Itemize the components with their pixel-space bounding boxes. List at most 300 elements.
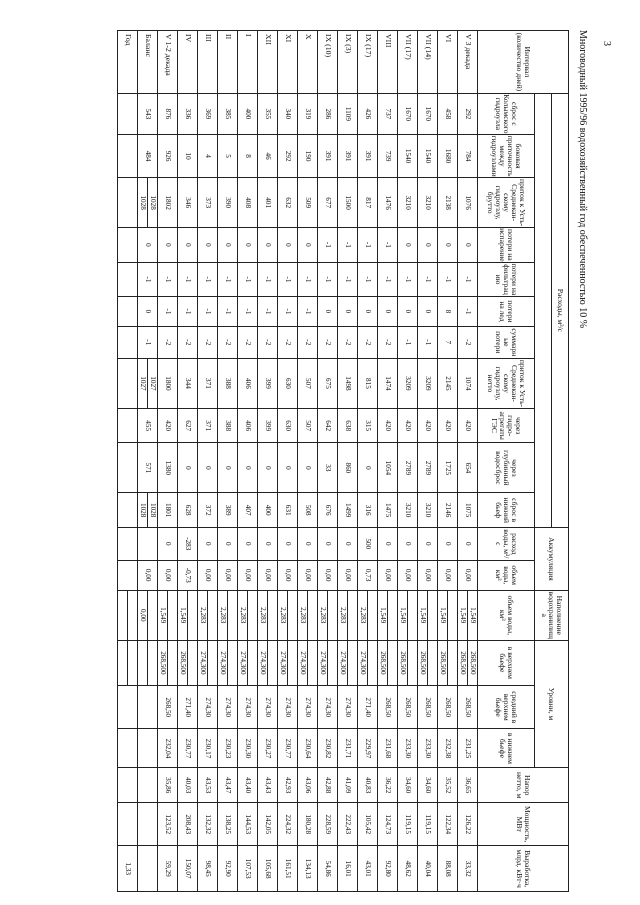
col-upstream-level: в верхнем бьефе xyxy=(478,640,535,685)
cell-acc-rate xyxy=(118,528,138,560)
cell-fill-volume xyxy=(148,590,158,640)
cell-evaporation-loss: 0 xyxy=(278,228,298,263)
cell-upstream-level xyxy=(208,640,218,685)
cell-inflow-gross: 509 xyxy=(298,178,318,228)
cell-head: 34,60 xyxy=(418,768,438,803)
cell-head: 36,22 xyxy=(378,768,398,803)
cell-upstream-level xyxy=(308,640,318,685)
cell-upstream-level-end: 274,300 xyxy=(358,640,368,685)
cell-fill-volume xyxy=(128,590,138,640)
cell-head: 42,88 xyxy=(318,768,338,803)
cell-fill-volume-end: 1,549 xyxy=(378,590,388,640)
cell-acc-rate: 0 xyxy=(438,528,458,560)
row-period: Год xyxy=(118,31,138,94)
cell-upstream-level-end: 268,500 xyxy=(458,640,468,685)
cell-output: 48,62 xyxy=(398,846,418,892)
cell-fill-volume xyxy=(308,590,318,640)
cell-fill-volume-end: 2,283 xyxy=(338,590,348,640)
cell-downstream-level: 230,17 xyxy=(198,729,218,768)
cell-power: 208,43 xyxy=(178,803,198,846)
cell-filtration-loss: -1 xyxy=(458,262,478,297)
cell-acc-volume: 0,00 xyxy=(238,560,258,590)
cell-upstream-level-end: 268,500 xyxy=(378,640,388,685)
cell-evaporation-loss: 0 xyxy=(418,228,438,263)
cell-through-spillway: 1380 xyxy=(158,443,178,493)
cell-head: 41,09 xyxy=(338,768,358,803)
cell-power xyxy=(138,803,158,846)
col-period: Интервал (количество дней) xyxy=(478,31,569,94)
cell-head xyxy=(118,768,138,803)
cell-inflow-net: 3209 xyxy=(418,359,438,409)
cell-lateral-inflow: 1680 xyxy=(438,134,458,177)
cell-lateral-inflow: 8 xyxy=(238,134,258,177)
cell-through-hpp xyxy=(118,408,138,443)
cell-acc-volume: 0,00 xyxy=(458,560,478,590)
cell-output: 1,33 xyxy=(118,846,138,892)
cell-output: 107,53 xyxy=(238,846,258,892)
cell-mean-upstream-level: 274,30 xyxy=(338,686,358,729)
cell-upstream-level-end: 274,300 xyxy=(318,640,328,685)
row-period: VII (14) xyxy=(418,31,438,94)
cell-tailwater-discharge: 1075 xyxy=(458,493,478,528)
cell-tailwater-discharge: 1801 xyxy=(158,493,178,528)
cell-inflow-net: 406 xyxy=(238,359,258,409)
cell-ice-loss: -1 xyxy=(278,297,298,326)
col-evaporation-loss: потери на испарение xyxy=(478,228,535,263)
row-period: XII xyxy=(258,31,278,94)
cell-lateral-inflow: 46 xyxy=(258,134,278,177)
cell-tailwater-discharge: 1499 xyxy=(338,493,358,528)
cell-evaporation-loss: 0 xyxy=(438,228,458,263)
cell-inflow-net: 675 xyxy=(318,359,338,409)
cell-fill-volume-end: 2,283 xyxy=(298,590,308,640)
cell-head: 34,60 xyxy=(398,768,418,803)
row-period: XI xyxy=(278,31,298,94)
cell-acc-volume: 0,73 xyxy=(358,560,378,590)
cell-head: 35,52 xyxy=(438,768,458,803)
col-through-hpp: через гидро-агрегаты ГЭС xyxy=(478,408,535,443)
row-period: IV xyxy=(178,31,198,94)
cell-inflow-gross: 817 xyxy=(358,178,378,228)
cell-through-hpp: 455 xyxy=(138,408,158,443)
cell-downstream-level xyxy=(118,729,138,768)
cell-power: 228,59 xyxy=(318,803,338,846)
cell-through-spillway: 1054 xyxy=(378,443,398,493)
cell-output: 92,90 xyxy=(218,846,238,892)
cell-downstream-level: 230,23 xyxy=(218,729,238,768)
cell-evaporation-loss: -1 xyxy=(358,228,378,263)
cell-upstream-level-end: 274,300 xyxy=(258,640,268,685)
cell-fill-volume-end: 2,283 xyxy=(238,590,248,640)
cell-upstream-level-end: 268,500 xyxy=(178,640,188,685)
cell-output xyxy=(138,846,158,892)
cell-inflow-net: 630 xyxy=(278,359,298,409)
cell-tailwater-discharge: 676 xyxy=(318,493,338,528)
cell-inflow-net: 1027 xyxy=(148,359,158,409)
cell-outflow-kolyma: 458 xyxy=(438,93,458,134)
cell-ice-loss: 0 xyxy=(138,297,158,326)
cell-fill-volume xyxy=(328,590,338,640)
cell-lateral-inflow: 5 xyxy=(218,134,238,177)
cell-mean-upstream-level: 268,50 xyxy=(378,686,398,729)
cell-fill-volume xyxy=(208,590,218,640)
cell-through-hpp: 420 xyxy=(458,408,478,443)
cell-through-hpp: 388 xyxy=(218,408,238,443)
cell-acc-rate: 0 xyxy=(218,528,238,560)
cell-downstream-level: 229,97 xyxy=(358,729,378,768)
cell-inflow-gross: 2138 xyxy=(438,178,458,228)
cell-through-hpp: 420 xyxy=(418,408,438,443)
cell-ice-loss: -1 xyxy=(218,297,238,326)
cell-acc-rate xyxy=(138,528,158,560)
cell-filtration-loss: -1 xyxy=(338,262,358,297)
cell-filtration-loss: -1 xyxy=(298,262,318,297)
cell-upstream-level xyxy=(388,640,398,685)
cell-filtration-loss: -1 xyxy=(178,262,198,297)
cell-acc-volume: 0,00 xyxy=(338,560,358,590)
cell-acc-volume: 0,00 xyxy=(318,560,338,590)
cell-outflow-kolyma: 319 xyxy=(298,93,318,134)
cell-acc-volume: 0,00 xyxy=(438,560,458,590)
cell-inflow-gross: 3210 xyxy=(398,178,418,228)
cell-acc-volume: 0,00 xyxy=(278,560,298,590)
cell-evaporation-loss: 0 xyxy=(398,228,418,263)
cell-head xyxy=(138,768,158,803)
cell-acc-rate: 500 xyxy=(358,528,378,560)
cell-filtration-loss: -1 xyxy=(258,262,278,297)
table-row xyxy=(128,31,138,892)
cell-evaporation-loss: -1 xyxy=(338,228,358,263)
cell-inflow-net: 1498 xyxy=(338,359,358,409)
table-row xyxy=(468,31,478,892)
cell-acc-rate: 0 xyxy=(198,528,218,560)
cell-through-hpp: 315 xyxy=(358,408,378,443)
cell-through-spillway: 0 xyxy=(238,443,258,493)
cell-output: 33,32 xyxy=(458,846,478,892)
cell-fill-volume-end: 1,549 xyxy=(158,590,168,640)
cell-total-loss: -2 xyxy=(198,326,218,358)
cell-through-hpp: 420 xyxy=(158,408,178,443)
cell-total-loss xyxy=(118,326,138,358)
cell-fill-volume xyxy=(348,590,358,640)
cell-upstream-level xyxy=(448,640,458,685)
cell-upstream-level-end: 274,300 xyxy=(238,640,248,685)
cell-fill-volume xyxy=(248,590,258,640)
cell-output: 105,68 xyxy=(258,846,278,892)
table-row xyxy=(288,31,298,892)
cell-evaporation-loss: 0 xyxy=(258,228,278,263)
table-row xyxy=(228,31,238,892)
col-filtration-loss: потери на фильтрацию xyxy=(478,262,535,297)
cell-filtration-loss: -1 xyxy=(318,262,338,297)
cell-fill-volume xyxy=(428,590,438,640)
table-row xyxy=(308,31,318,892)
cell-upstream-level xyxy=(248,640,258,685)
table-row xyxy=(348,31,358,892)
row-period: II xyxy=(218,31,238,94)
cell-ice-loss: -1 xyxy=(258,297,278,326)
cell-lateral-inflow: 484 xyxy=(138,134,158,177)
cell-through-spillway: 2789 xyxy=(398,443,418,493)
cell-tailwater-discharge: 3210 xyxy=(418,493,438,528)
cell-downstream-level: 230,30 xyxy=(238,729,258,768)
cell-fill-volume xyxy=(368,590,378,640)
cell-lateral-inflow: 784 xyxy=(458,134,478,177)
cell-downstream-level: 233,30 xyxy=(398,729,418,768)
cell-total-loss: -2 xyxy=(338,326,358,358)
cell-fill-volume-end: 2,283 xyxy=(278,590,288,640)
cell-acc-volume: 0,00 xyxy=(258,560,278,590)
cell-through-spillway: 860 xyxy=(338,443,358,493)
cell-total-loss: -2 xyxy=(278,326,298,358)
table-row xyxy=(248,31,258,892)
cell-downstream-level: 231,71 xyxy=(338,729,358,768)
table-row xyxy=(268,31,278,892)
cell-total-loss: -2 xyxy=(178,326,198,358)
cell-upstream-level xyxy=(148,640,158,685)
cell-head: 43,40 xyxy=(238,768,258,803)
cell-through-spillway xyxy=(118,443,138,493)
row-period: Баланс xyxy=(138,31,158,94)
cell-fill-volume-end: 2,283 xyxy=(358,590,368,640)
cell-upstream-level xyxy=(328,640,338,685)
table-row xyxy=(328,31,338,892)
row-period: V 3 декада xyxy=(458,31,478,94)
cell-through-spillway: 0 xyxy=(358,443,378,493)
cell-power: 119,15 xyxy=(418,803,438,846)
cell-inflow-gross: 632 xyxy=(278,178,298,228)
cell-mean-upstream-level: 271,40 xyxy=(178,686,198,729)
cell-upstream-level-end xyxy=(118,640,128,685)
cell-filtration-loss: -1 xyxy=(378,262,398,297)
cell-downstream-level: 233,30 xyxy=(418,729,438,768)
cell-lateral-inflow: 190 xyxy=(298,134,318,177)
cell-upstream-level xyxy=(168,640,178,685)
cell-tailwater-discharge: 372 xyxy=(198,493,218,528)
cell-acc-rate: 0 xyxy=(418,528,438,560)
row-period: VI xyxy=(438,31,458,94)
cell-upstream-level xyxy=(408,640,418,685)
cell-upstream-level-end: 274,300 xyxy=(218,640,228,685)
cell-through-hpp: 507 xyxy=(298,408,318,443)
cell-mean-upstream-level xyxy=(138,686,158,729)
cell-output: 16,01 xyxy=(338,846,358,892)
cell-through-hpp: 371 xyxy=(198,408,218,443)
cell-mean-upstream-level: 274,30 xyxy=(318,686,338,729)
cell-total-loss: -2 xyxy=(258,326,278,358)
row-period: IX (17) xyxy=(358,31,378,94)
col-through-spillway: через глубинный водосброс xyxy=(478,443,535,493)
cell-through-spillway: 0 xyxy=(278,443,298,493)
col-power: Мощность, МВт xyxy=(478,803,569,846)
cell-fill-volume-end: 2,283 xyxy=(218,590,228,640)
cell-total-loss: -2 xyxy=(378,326,398,358)
col-total-loss: суммарные потери xyxy=(478,326,535,358)
cell-through-hpp: 638 xyxy=(338,408,358,443)
cell-evaporation-loss: 0 xyxy=(298,228,318,263)
water-balance-table xyxy=(117,30,569,892)
cell-acc-volume: 0,00 xyxy=(418,560,438,590)
table-row xyxy=(208,31,218,892)
row-period: V 1-2 декада xyxy=(158,31,178,94)
cell-downstream-level: 230,64 xyxy=(298,729,318,768)
row-period: III xyxy=(198,31,218,94)
cell-tailwater-discharge xyxy=(118,493,138,528)
table-row xyxy=(368,31,378,892)
cell-evaporation-loss: 0 xyxy=(158,228,178,263)
cell-mean-upstream-level xyxy=(118,686,138,729)
col-inflow-net: приток к Усть-Среднекан-скому гидроузлу, нетто xyxy=(478,359,535,409)
col-lateral-inflow: боковая приточность между гидроузлами xyxy=(478,134,535,177)
cell-inflow-gross: 3210 xyxy=(418,178,438,228)
cell-ice-loss: 8 xyxy=(438,297,458,326)
cell-inflow-gross: 1476 xyxy=(378,178,398,228)
cell-fill-volume-end: 1,549 xyxy=(418,590,428,640)
cell-downstream-level: 232,04 xyxy=(158,729,178,768)
cell-inflow-net: 1474 xyxy=(378,359,398,409)
cell-tailwater-discharge: 389 xyxy=(218,493,238,528)
col-inflow-gross: приток к Усть-Среднекан-скому гидроузлу, брутто xyxy=(478,178,535,228)
cell-total-loss: -2 xyxy=(238,326,258,358)
cell-fill-volume: 1,549 xyxy=(468,590,478,640)
cell-power xyxy=(118,803,138,846)
cell-outflow-kolyma xyxy=(118,93,138,134)
col-head: Напор нетто, м xyxy=(478,768,569,803)
cell-inflow-net: 507 xyxy=(298,359,318,409)
table-row xyxy=(188,31,198,892)
cell-power: 119,15 xyxy=(398,803,418,846)
group-discharges: Расходы, м³/с xyxy=(552,93,569,527)
cell-acc-rate: 0 xyxy=(298,528,318,560)
group-accumulation: Аккумуляция xyxy=(535,528,569,591)
cell-through-hpp: 630 xyxy=(278,408,298,443)
cell-ice-loss: 0 xyxy=(398,297,418,326)
row-period: X xyxy=(298,31,318,94)
cell-ice-loss: 0 xyxy=(338,297,358,326)
cell-filtration-loss: -1 xyxy=(138,262,158,297)
cell-power: 224,32 xyxy=(278,803,298,846)
cell-ice-loss: -1 xyxy=(178,297,198,326)
cell-ice-loss: -1 xyxy=(198,297,218,326)
cell-through-spillway: 0 xyxy=(218,443,238,493)
cell-ice-loss: 0 xyxy=(378,297,398,326)
cell-upstream-level-end: 268,500 xyxy=(418,640,428,685)
cell-upstream-level-end xyxy=(138,640,148,685)
cell-outflow-kolyma: 1670 xyxy=(398,93,418,134)
cell-total-loss: -2 xyxy=(298,326,318,358)
cell-filtration-loss: -1 xyxy=(438,262,458,297)
cell-evaporation-loss: 0 xyxy=(218,228,238,263)
cell-inflow-gross-end: 1028 xyxy=(138,178,148,228)
cell-fill-volume xyxy=(188,590,198,640)
cell-output: 54,86 xyxy=(318,846,338,892)
cell-through-spillway: 0 xyxy=(198,443,218,493)
cell-ice-loss: -1 xyxy=(298,297,318,326)
cell-lateral-inflow xyxy=(118,134,138,177)
cell-output: 40,04 xyxy=(418,846,438,892)
cell-mean-upstream-level: 274,30 xyxy=(238,686,258,729)
cell-total-loss: -2 xyxy=(318,326,338,358)
cell-power: 124,73 xyxy=(378,803,398,846)
cell-upstream-level-end: 274,300 xyxy=(198,640,208,685)
cell-outflow-kolyma: 385 xyxy=(218,93,238,134)
cell-filtration-loss: -1 xyxy=(238,262,258,297)
cell-downstream-level: 230,82 xyxy=(318,729,338,768)
row-period: VII (17) xyxy=(398,31,418,94)
cell-acc-volume: 0,00 xyxy=(158,560,178,590)
cell-output: 92,80 xyxy=(378,846,398,892)
cell-ice-loss: 0 xyxy=(358,297,378,326)
cell-output: 98,45 xyxy=(198,846,218,892)
cell-inflow-gross: 1028 xyxy=(148,178,158,228)
cell-head: 43,53 xyxy=(198,768,218,803)
cell-output: 88,08 xyxy=(438,846,458,892)
cell-head: 40,83 xyxy=(358,768,378,803)
cell-upstream-level xyxy=(288,640,298,685)
cell-inflow-net: 344 xyxy=(178,359,198,409)
cell-filtration-loss: -1 xyxy=(418,262,438,297)
row-period: I xyxy=(238,31,258,94)
cell-upstream-level-end: 268,500 xyxy=(158,640,168,685)
cell-filtration-loss: -1 xyxy=(398,262,418,297)
cell-through-hpp: 627 xyxy=(178,408,198,443)
cell-outflow-kolyma: 336 xyxy=(178,93,198,134)
cell-acc-volume: 0,00 xyxy=(218,560,238,590)
col-output: Выработка, млрд. кВт·ч xyxy=(478,846,569,892)
table-caption: Многоводный 1995/96 водохозяйственный год обеспеченностью 10 % xyxy=(577,30,588,329)
col-mean-upstream-level: средний в верхнем бьефе xyxy=(478,686,535,729)
cell-upstream-level xyxy=(228,640,238,685)
cell-inflow-gross: 1500 xyxy=(338,178,358,228)
table-row xyxy=(428,31,438,892)
cell-head: 40,03 xyxy=(178,768,198,803)
cell-output: 59,29 xyxy=(158,846,178,892)
cell-outflow-kolyma: 737 xyxy=(378,93,398,134)
group-filling: Наполнение водохранилища xyxy=(535,590,569,640)
cell-power: 123,52 xyxy=(158,803,178,846)
cell-fill-volume xyxy=(168,590,178,640)
cell-output: 134,13 xyxy=(298,846,318,892)
cell-outflow-kolyma: 876 xyxy=(158,93,178,134)
cell-inflow-net: 815 xyxy=(358,359,378,409)
cell-tailwater-discharge: 628 xyxy=(178,493,198,528)
cell-mean-upstream-level: 268,50 xyxy=(438,686,458,729)
cell-filtration-loss: -1 xyxy=(198,262,218,297)
cell-fill-volume xyxy=(408,590,418,640)
cell-through-spillway: 0 xyxy=(178,443,198,493)
cell-head: 42,93 xyxy=(278,768,298,803)
cell-evaporation-loss: -1 xyxy=(318,228,338,263)
cell-acc-volume: 0,00 xyxy=(298,560,318,590)
cell-inflow-gross xyxy=(118,178,138,228)
cell-tailwater-discharge: 631 xyxy=(278,493,298,528)
cell-head: 43,47 xyxy=(218,768,238,803)
cell-evaporation-loss: 0 xyxy=(458,228,478,263)
cell-tailwater-discharge: 1028 xyxy=(148,493,158,528)
cell-downstream-level: 231,68 xyxy=(378,729,398,768)
cell-total-loss: 7 xyxy=(438,326,458,358)
page-number: 3 xyxy=(601,41,612,46)
cell-acc-rate: -283 xyxy=(178,528,198,560)
cell-mean-upstream-level: 274,30 xyxy=(278,686,298,729)
cell-outflow-kolyma: 340 xyxy=(278,93,298,134)
cell-output: 161,51 xyxy=(278,846,298,892)
cell-tailwater-discharge: 1475 xyxy=(378,493,398,528)
cell-fill-volume xyxy=(228,590,238,640)
cell-head: 35,86 xyxy=(158,768,178,803)
cell-upstream-level-end: 268,500 xyxy=(398,640,408,685)
cell-through-spillway: 1725 xyxy=(438,443,458,493)
